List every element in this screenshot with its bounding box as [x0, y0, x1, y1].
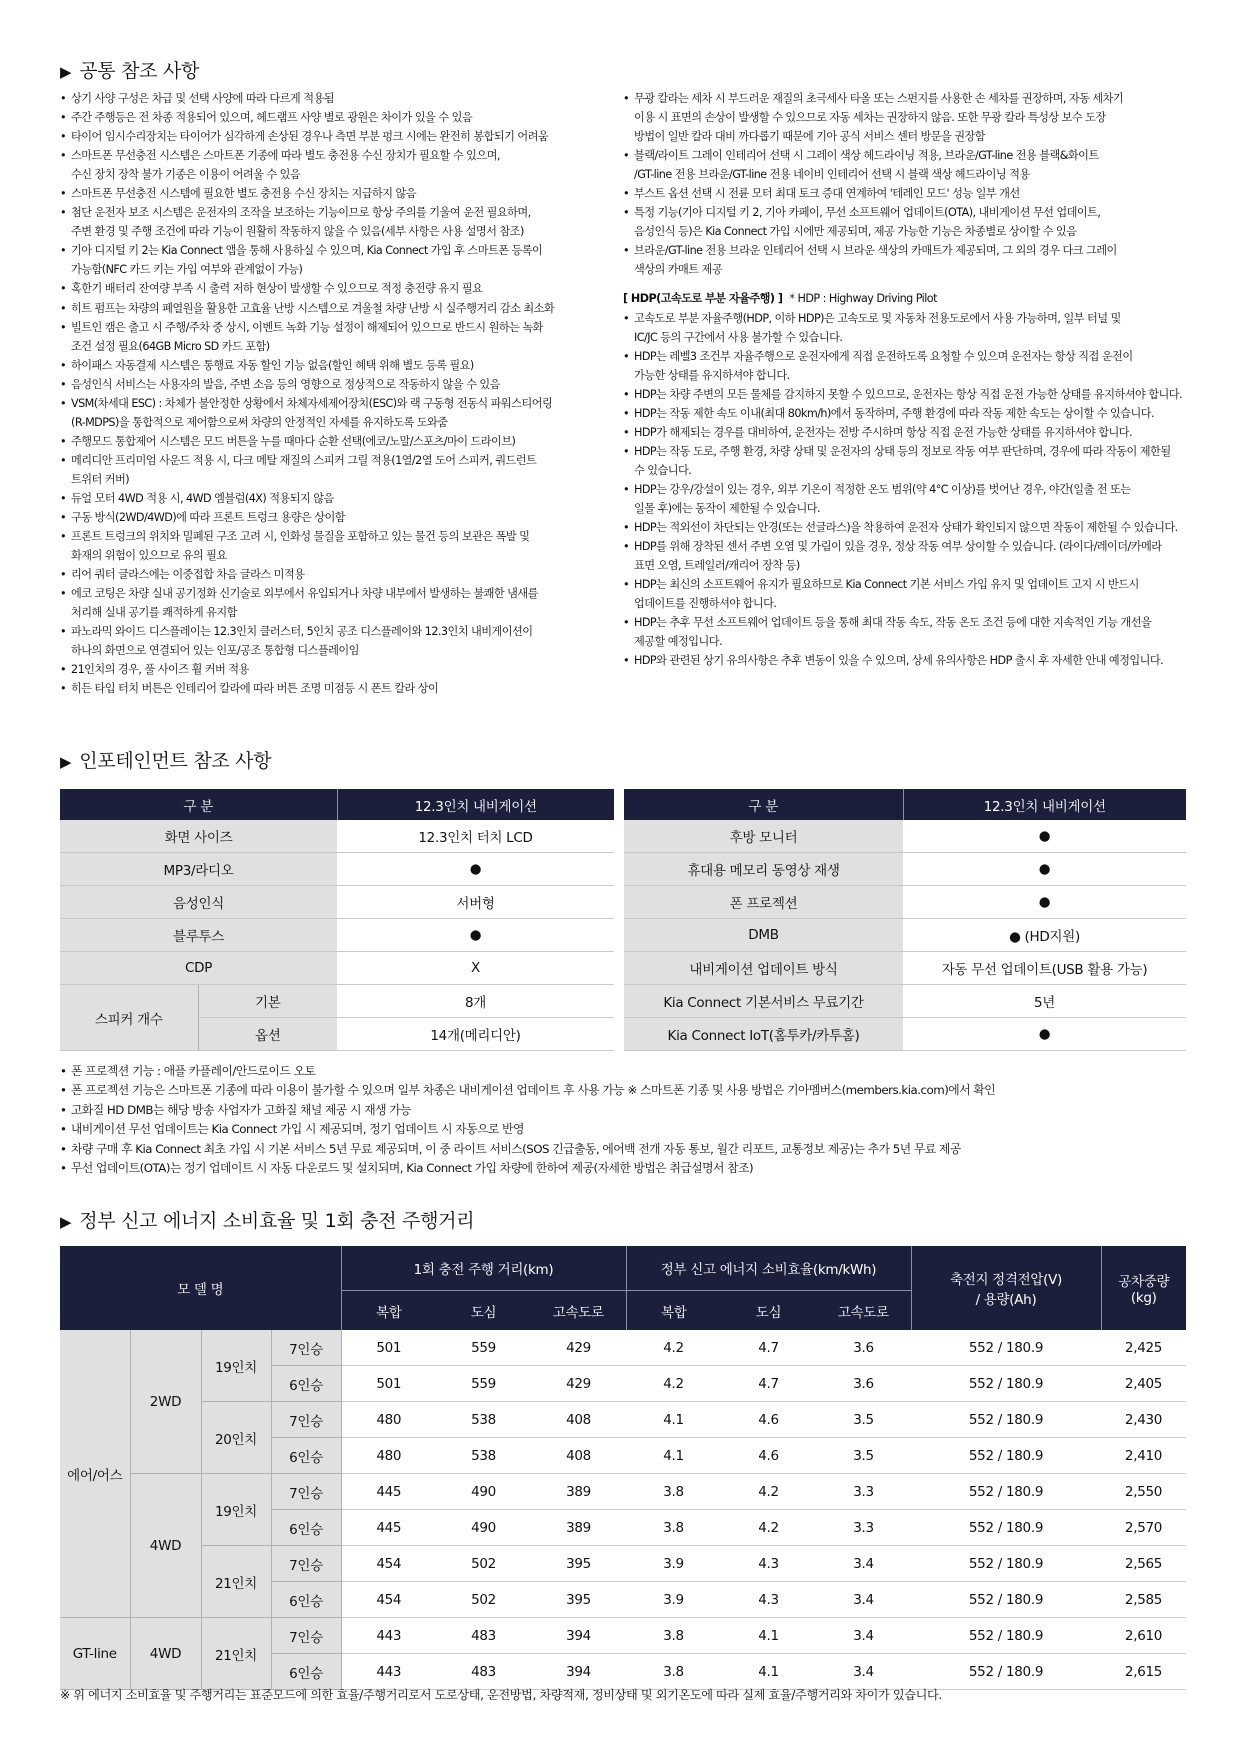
- cell-value: 483: [436, 1654, 531, 1690]
- cell-value: 559: [436, 1366, 531, 1402]
- cell-value: 2,410: [1101, 1438, 1186, 1474]
- table-row: [60, 1618, 1186, 1654]
- cell-value: 552 / 180.9: [911, 1330, 1101, 1366]
- bullet-item: • HDP는 작동 제한 속도 이내(최대 80km/h)에서 동작하며, 주행 환경에 따라 작동 제한 속도는 상이할 수 있습니다.: [623, 404, 1203, 423]
- bullet-item: • HDP는 추후 무선 소프트웨어 업데이트 등을 통해 최대 작동 속도, 작동 온도 조건 등에 대한 지속적인 기능 개선을: [623, 613, 1203, 632]
- bullet-continuation: 음성인식 등)은 Kia Connect 가입 시에만 제공되며, 제공 가능한 기능은 차종별로 상이할 수 있음: [634, 225, 1077, 239]
- bullet-continuation: 가능함(NFC 카드 키는 가입 여부와 관계없이 가능): [71, 263, 303, 277]
- header-model: 모 델 명: [60, 1246, 341, 1330]
- feature-label: DMB: [624, 919, 903, 952]
- wheel-size: 21인치: [201, 1618, 271, 1690]
- bullet-continuation: 색상의 카매트 제공: [634, 263, 723, 277]
- hdp-title: [ HDP(고속도로 부분 자율주행) ]: [623, 292, 783, 306]
- header-category-left: 구 분: [60, 789, 337, 820]
- efficiency-table: [60, 1246, 1186, 1690]
- wheel-size: 19인치: [201, 1330, 271, 1402]
- cell-value: 454: [341, 1582, 436, 1618]
- cell-value: 552 / 180.9: [911, 1474, 1101, 1510]
- infotainment-notes: [60, 1062, 995, 1178]
- seat-config: 6인승: [271, 1654, 341, 1690]
- subheader-highway: 고속도로: [531, 1291, 626, 1331]
- bullet-item: • 빌트인 캠은 출고 시 주행/주차 중 상시, 이벤트 녹화 기능 설정이 해제되어 있으므로 반드시 원하는 녹화: [60, 318, 615, 337]
- cell-value: 480: [341, 1438, 436, 1474]
- subheader-city: 도심: [436, 1291, 531, 1331]
- speaker-option-value: 14개(메리디안): [337, 1018, 614, 1051]
- header-category-right: 구 분: [624, 789, 903, 820]
- table-row: [60, 919, 1186, 952]
- feature-value: ●: [337, 919, 614, 952]
- cell-value: 4.6: [721, 1438, 816, 1474]
- cell-value: 445: [341, 1510, 436, 1546]
- feature-value: ●: [903, 1018, 1186, 1051]
- cell-value: 2,425: [1101, 1330, 1186, 1366]
- cell-value: 2,610: [1101, 1618, 1186, 1654]
- cell-value: 559: [436, 1330, 531, 1366]
- bullet-continuation: 화재의 위험이 있으므로 유의 필요: [71, 549, 227, 563]
- cell-value: 429: [531, 1330, 626, 1366]
- trim-name: GT-line: [60, 1618, 130, 1690]
- cell-value: 4.7: [721, 1366, 816, 1402]
- feature-value: ●: [903, 820, 1186, 853]
- cell-value: 445: [341, 1474, 436, 1510]
- seat-config: 7인승: [271, 1474, 341, 1510]
- bullet-item: • 하이패스 자동결제 시스템은 통행료 자동 할인 기능 없음(할인 혜택 위해 별도 등록 필요): [60, 356, 615, 375]
- bullet-continuation: 수 있습니다.: [634, 463, 692, 477]
- cell-value: 3.5: [816, 1438, 911, 1474]
- bullet-item: • 구동 방식(2WD/4WD)에 따라 프론트 트렁크 용량은 상이함: [60, 508, 615, 527]
- cell-value: 3.4: [816, 1618, 911, 1654]
- bullet-continuation: 업데이트를 진행하셔야 합니다.: [634, 597, 777, 611]
- cell-value: 2,565: [1101, 1546, 1186, 1582]
- feature-label: 화면 사이즈: [60, 820, 337, 853]
- bullet-continuation: 가능한 상태를 유지하셔야 합니다.: [634, 368, 790, 382]
- table-row: [60, 820, 1186, 853]
- cell-value: 2,430: [1101, 1402, 1186, 1438]
- bullet-continuation: 제공할 예정입니다.: [634, 635, 723, 649]
- bullet-item: • 리어 쿼터 글라스에는 이중접합 차음 글라스 미적용: [60, 565, 615, 584]
- subheader-combined: 복합: [341, 1291, 436, 1331]
- cell-value: 443: [341, 1654, 436, 1690]
- bullet-item: • VSM(차세대 ESC) : 차체가 불안정한 상황에서 차체자세제어장치(ESC)와 랙 구동형 전동식 파워스티어링: [60, 394, 615, 413]
- bullet-item: • 히든 타입 터치 버튼은 인테리어 칼라에 따라 버튼 조명 미점등 시 폰트 칼라 상이: [60, 679, 615, 698]
- header-range: 1회 충전 주행 거리(km): [341, 1246, 626, 1291]
- bullet-item: • HDP는 차량 주변의 모든 물체를 감지하지 못할 수 있으므로, 운전자는 항상 직접 운전 가능한 상태를 유지하셔야 합니다.: [623, 385, 1203, 404]
- cell-value: 502: [436, 1546, 531, 1582]
- feature-label: MP3/라디오: [60, 853, 337, 886]
- cell-value: 4.1: [721, 1618, 816, 1654]
- trim-name: 에어/어스: [60, 1330, 130, 1618]
- feature-label: CDP: [60, 952, 337, 985]
- feature-label: 음성인식: [60, 886, 337, 919]
- cell-value: 429: [531, 1366, 626, 1402]
- bullet-continuation: 트위터 커버): [71, 472, 130, 486]
- column-gap: [614, 952, 624, 985]
- note-item: • 내비게이션 무선 업데이트는 Kia Connect 가입 시 제공되며, 정기 업데이트 시 자동으로 반영: [60, 1120, 995, 1139]
- bullet-item: • 무광 칼라는 세차 시 부드러운 재질의 초극세사 타올 또는 스펀지를 사용한 손 세차를 권장하며, 자동 세차기: [623, 89, 1203, 108]
- wheel-size: 20인치: [201, 1402, 271, 1474]
- section-heading-efficiency: ▶ 정부 신고 에너지 소비효율 및 1회 충전 주행거리: [60, 1210, 475, 1232]
- table-row: [60, 886, 1186, 919]
- cell-value: 4.7: [721, 1330, 816, 1366]
- cell-value: 2,550: [1101, 1474, 1186, 1510]
- cell-value: 3.3: [816, 1474, 911, 1510]
- speaker-count-label: 스피커 개수: [60, 985, 198, 1051]
- bullet-item: • 타이어 임시수리장치는 타이어가 심각하게 손상된 경우나 측면 부분 펑크 시에는 완전히 봉합되기 어려움: [60, 127, 615, 146]
- table-row: [60, 1018, 1186, 1051]
- bullet-continuation: IC/JC 등의 구간에서 사용 불가할 수 있습니다.: [634, 330, 843, 344]
- common-notes-left: [60, 89, 615, 699]
- cell-value: 552 / 180.9: [911, 1510, 1101, 1546]
- bullet-item: • 메리디안 프리미엄 사운드 적용 시, 다크 메탈 재질의 스피커 그릴 적용(1열/2열 도어 스피커, 쿼드런트: [60, 451, 615, 470]
- cell-value: 552 / 180.9: [911, 1402, 1101, 1438]
- feature-value: ●: [903, 853, 1186, 886]
- cell-value: 4.1: [626, 1402, 721, 1438]
- bullet-item: • 상기 사양 구성은 차급 및 선택 사양에 따라 다르게 적용됨: [60, 89, 615, 108]
- cell-value: 454: [341, 1546, 436, 1582]
- bullet-continuation: 수신 장치 장착 불가 기종은 이용이 어려울 수 있음: [71, 168, 301, 182]
- header-nav-left: 12.3인치 내비게이션: [337, 789, 614, 820]
- table-row: [60, 1402, 1186, 1438]
- drive-type: 4WD: [130, 1618, 201, 1690]
- section-heading-infotainment: ▶ 인포테인먼트 참조 사항: [60, 750, 272, 772]
- bullet-item: • 스마트폰 무선충전 시스템은 스마트폰 기종에 따라 별도 충전용 수신 장치가 필요할 수 있으며,: [60, 146, 615, 165]
- cell-value: 443: [341, 1618, 436, 1654]
- bullet-continuation: /GT-line 전용 브라운/GT-line 전용 네이비 인테리어 선택 시 블랙 색상 헤드라이닝 적용: [634, 168, 1030, 182]
- cell-value: 4.6: [721, 1402, 816, 1438]
- note-item: • 무선 업데이트(OTA)는 정기 업데이트 시 자동 다운로드 및 설치되며, Kia Connect 가입 차량에 한하여 제공(자세한 방법은 취급설명서 참조): [60, 1159, 995, 1178]
- cell-value: 408: [531, 1438, 626, 1474]
- bullet-item: • 브라운/GT-line 전용 브라운 인테리어 선택 시 브라운 색상의 카매트가 제공되며, 그 외의 경우 다크 그레이: [623, 241, 1203, 260]
- wheel-size: 19인치: [201, 1474, 271, 1546]
- bullet-item: • 첨단 운전자 보조 시스템은 운전자의 조작을 보조하는 기능이므로 항상 주의를 기울여 운전 필요하며,: [60, 203, 615, 222]
- table-row: [60, 853, 1186, 886]
- cell-value: 483: [436, 1618, 531, 1654]
- speaker-option-value: 8개: [337, 985, 614, 1018]
- cell-value: 2,615: [1101, 1654, 1186, 1690]
- cell-value: 490: [436, 1474, 531, 1510]
- table-row: [60, 985, 1186, 1018]
- table-row: [60, 952, 1186, 985]
- cell-value: 552 / 180.9: [911, 1582, 1101, 1618]
- cell-value: 480: [341, 1402, 436, 1438]
- note-item: • 고화질 HD DMB는 해당 방송 사업자가 고화질 채널 제공 시 재생 가능: [60, 1101, 995, 1120]
- cell-value: 538: [436, 1438, 531, 1474]
- table-row: [60, 1474, 1186, 1510]
- cell-value: 389: [531, 1474, 626, 1510]
- header-nav-right: 12.3인치 내비게이션: [903, 789, 1186, 820]
- seat-config: 6인승: [271, 1366, 341, 1402]
- subheader-combined: 복합: [626, 1291, 721, 1331]
- column-gap: [614, 985, 624, 1018]
- drive-type: 2WD: [130, 1330, 201, 1474]
- feature-value: 12.3인치 터치 LCD: [337, 820, 614, 853]
- cell-value: 394: [531, 1654, 626, 1690]
- subheader-city: 도심: [721, 1291, 816, 1331]
- feature-label: Kia Connect IoT(홈투카/카투홈): [624, 1018, 903, 1051]
- note-item: • 폰 프로젝션 기능은 스마트폰 기종에 따라 이용이 불가할 수 있으며 일부 차종은 내비게이션 업데이트 후 사용 가능 ※ 스마트폰 기종 및 사용 방법은 기아멤버스(members.kia.com)에서 확인: [60, 1081, 995, 1100]
- cell-value: 3.4: [816, 1654, 911, 1690]
- feature-label: 블루투스: [60, 919, 337, 952]
- feature-value: X: [337, 952, 614, 985]
- cell-value: 408: [531, 1402, 626, 1438]
- cell-value: 389: [531, 1510, 626, 1546]
- feature-value: 5년: [903, 985, 1186, 1018]
- header-battery: 축전지 정격전압(V) / 용량(Ah): [911, 1246, 1101, 1330]
- bullet-item: • 블랙/라이트 그레이 인테리어 선택 시 그레이 색상 헤드라이닝 적용, 브라운/GT-line 전용 블랙&화이트: [623, 146, 1203, 165]
- table-header-row: [60, 789, 1186, 820]
- bullet-item: • 파노라믹 와이드 디스플레이는 12.3인치 클러스터, 5인치 공조 디스플레이와 12.3인치 내비게이션이: [60, 622, 615, 641]
- bullet-continuation: (R-MDPS)을 통합적으로 제어함으로써 차량의 안정적인 자세를 유지하도록 도와줌: [71, 415, 448, 429]
- drive-type: 4WD: [130, 1474, 201, 1618]
- bullet-continuation: 방법이 일반 칼라 대비 까다롭기 때문에 기아 공식 서비스 센터 방문을 권장함: [634, 130, 986, 144]
- triangle-icon: ▶: [60, 1213, 72, 1231]
- feature-label: 내비게이션 업데이트 방식: [624, 952, 903, 985]
- triangle-icon: ▶: [60, 753, 72, 771]
- bullet-item: • 주행모드 통합제어 시스템은 모드 버튼을 누를 때마다 순환 선택(에코/노말/스포츠/마이 드라이브): [60, 432, 615, 451]
- bullet-item: • 히트 펌프는 차량의 폐열원을 활용한 고효율 난방 시스템으로 겨울철 차량 난방 시 실주행거리 감소 최소화: [60, 299, 615, 318]
- cell-value: 4.2: [626, 1366, 721, 1402]
- cell-value: 2,570: [1101, 1510, 1186, 1546]
- feature-value: 자동 무선 업데이트(USB 활용 가능): [903, 952, 1186, 985]
- bullet-item: • 듀얼 모터 4WD 적용 시, 4WD 엠블럼(4X) 적용되지 않음: [60, 489, 615, 508]
- hdp-note: * HDP : Highway Driving Pilot: [789, 292, 937, 306]
- cell-value: 3.6: [816, 1330, 911, 1366]
- column-gap: [614, 853, 624, 886]
- cell-value: 3.8: [626, 1510, 721, 1546]
- table-row: [60, 1330, 1186, 1366]
- cell-value: 2,585: [1101, 1582, 1186, 1618]
- bullet-item: • 혹한기 배터리 잔여량 부족 시 출력 저하 현상이 발생할 수 있으므로 적정 충전량 유지 필요: [60, 279, 615, 298]
- cell-value: 4.3: [721, 1546, 816, 1582]
- seat-config: 7인승: [271, 1546, 341, 1582]
- cell-value: 501: [341, 1330, 436, 1366]
- note-item: • 차량 구매 후 Kia Connect 최초 가입 시 기본 서비스 5년 무료 제공되며, 이 중 라이트 서비스(SOS 긴급출동, 에어백 전개 자동 통보, 월간 리포트, 교통정보 제공)는 추가 5년 무료 제공: [60, 1140, 995, 1159]
- bullet-continuation: 일몰 후)에는 동작이 제한될 수 있습니다.: [634, 501, 820, 515]
- bullet-item: • 프론트 트렁크의 위치와 밀폐된 구조 고려 시, 인화성 물질을 포함하고 있는 물건 등의 보관은 폭발 및: [60, 527, 615, 546]
- feature-value: ●: [903, 886, 1186, 919]
- bullet-continuation: 처리해 실내 공기를 쾌적하게 유지함: [71, 606, 237, 620]
- cell-value: 552 / 180.9: [911, 1654, 1101, 1690]
- cell-value: 502: [436, 1582, 531, 1618]
- seat-config: 6인승: [271, 1438, 341, 1474]
- bullet-item: • 음성인식 서비스는 사용자의 발음, 주변 소음 등의 영향으로 정상적으로 작동하지 않을 수 있음: [60, 375, 615, 394]
- cell-value: 3.8: [626, 1474, 721, 1510]
- bullet-continuation: 하나의 화면으로 연결되어 있는 인포/공조 통합형 디스플레이임: [71, 644, 359, 658]
- feature-label: 휴대용 메모리 동영상 재생: [624, 853, 903, 886]
- column-gap: [614, 820, 624, 853]
- feature-label: 폰 프로젝션: [624, 886, 903, 919]
- column-gap: [614, 886, 624, 919]
- seat-config: 7인승: [271, 1618, 341, 1654]
- cell-value: 3.4: [816, 1546, 911, 1582]
- cell-value: 4.3: [721, 1582, 816, 1618]
- cell-value: 552 / 180.9: [911, 1546, 1101, 1582]
- speaker-option-label: 기본: [198, 985, 337, 1018]
- bullet-item: • HDP는 강우/강설이 있는 경우, 외부 기온이 적정한 온도 범위(약 4°C 이상)를 벗어난 경우, 야간(일출 전 또는: [623, 480, 1203, 499]
- bullet-item: • 부스트 옵션 선택 시 전륜 모터 최대 토크 증대 연계하여 '테레인 모드' 성능 일부 개선: [623, 184, 1203, 203]
- cell-value: 395: [531, 1582, 626, 1618]
- feature-label: 후방 모니터: [624, 820, 903, 853]
- cell-value: 552 / 180.9: [911, 1618, 1101, 1654]
- cell-value: 395: [531, 1546, 626, 1582]
- bullet-item: • 기아 디지털 키 2는 Kia Connect 앱을 통해 사용하실 수 있으며, Kia Connect 가입 후 스마트폰 등록이: [60, 241, 615, 260]
- cell-value: 4.2: [721, 1474, 816, 1510]
- table-row: [60, 1546, 1186, 1582]
- cell-value: 552 / 180.9: [911, 1438, 1101, 1474]
- cell-value: 3.8: [626, 1618, 721, 1654]
- feature-value: ●: [337, 853, 614, 886]
- bullet-item: • HDP가 해제되는 경우를 대비하여, 운전자는 전방 주시하며 항상 직접 운전 가능한 상태를 유지하셔야 합니다.: [623, 423, 1203, 442]
- hdp-title-line: [623, 289, 1203, 308]
- cell-value: 4.2: [626, 1330, 721, 1366]
- bullet-item: • 고속도로 부분 자율주행(HDP, 이하 HDP)은 고속도로 및 자동차 전용도로에서 사용 가능하며, 일부 터널 및: [623, 309, 1203, 328]
- cell-value: 2,405: [1101, 1366, 1186, 1402]
- cell-value: 490: [436, 1510, 531, 1546]
- cell-value: 394: [531, 1618, 626, 1654]
- seat-config: 7인승: [271, 1402, 341, 1438]
- subheader-highway: 고속도로: [816, 1291, 911, 1331]
- bullet-continuation: 조건 설정 필요(64GB Micro SD 카드 포함): [71, 339, 270, 353]
- cell-value: 552 / 180.9: [911, 1366, 1101, 1402]
- bullet-item: • 에코 코팅은 차량 실내 공기정화 신기술로 외부에서 유입되거나 차량 내부에서 발생하는 불쾌한 냄새를: [60, 584, 615, 603]
- cell-value: 538: [436, 1402, 531, 1438]
- bullet-item: • HDP는 레벨3 조건부 자율주행으로 운전자에게 직접 운전하도록 요청할 수 있으며 운전자는 항상 직접 운전이: [623, 347, 1203, 366]
- cell-value: 3.9: [626, 1582, 721, 1618]
- feature-value: 서버형: [337, 886, 614, 919]
- bullet-continuation: 주변 환경 및 주행 조건에 따라 기능이 원활히 작동하지 않을 수 있음(세부 사항은 사용 설명서 참조): [71, 225, 524, 239]
- column-gap: [614, 1018, 624, 1051]
- note-item: • 폰 프로젝션 기능 : 애플 카플레이/안드로이드 오토: [60, 1062, 995, 1081]
- speaker-option-label: 옵션: [198, 1018, 337, 1051]
- bullet-item: • HDP를 위해 장착된 센서 주변 오염 및 가림이 있을 경우, 정상 작동 여부 상이할 수 있습니다. (라이다/레이더/카메라: [623, 537, 1203, 556]
- cell-value: 3.4: [816, 1582, 911, 1618]
- bullet-item: • 스마트폰 무선충전 시스템에 필요한 별도 충전용 수신 장치는 지급하지 않음: [60, 184, 615, 203]
- wheel-size: 21인치: [201, 1546, 271, 1618]
- infotainment-table: [60, 789, 1186, 1051]
- feature-label: Kia Connect 기본서비스 무료기간: [624, 985, 903, 1018]
- bullet-item: • 특정 기능(기아 디지털 키 2, 기아 카페이, 무선 소프트웨어 업데이트(OTA), 내비게이션 무선 업데이트,: [623, 203, 1203, 222]
- cell-value: 501: [341, 1366, 436, 1402]
- bullet-item: • HDP는 작동 도로, 주행 환경, 차량 상태 및 운전자의 상태 등의 정보로 작동 여부 판단하며, 경우에 따라 작동이 제한될: [623, 442, 1203, 461]
- cell-value: 3.9: [626, 1546, 721, 1582]
- seat-config: 7인승: [271, 1330, 341, 1366]
- bullet-continuation: 이용 시 표면의 손상이 발생할 수 있으므로 자동 세차는 권장하지 않음. 또한 무광 칼라 특성상 보수 도장: [634, 111, 1106, 125]
- triangle-icon: ▶: [60, 63, 72, 81]
- cell-value: 3.8: [626, 1654, 721, 1690]
- header-weight: 공차중량 (kg): [1101, 1246, 1186, 1330]
- cell-value: 4.2: [721, 1510, 816, 1546]
- bullet-item: • HDP는 최신의 소프트웨어 유지가 필요하므로 Kia Connect 기본 서비스 가입 유지 및 업데이트 고지 시 반드시: [623, 575, 1203, 594]
- footnote: ※ 위 에너지 소비효율 및 주행거리는 표준모드에 의한 효율/주행거리로서 도로상태, 운전방법, 차량적재, 정비상태 및 외기온도에 따라 실제 효율/주행거리와 차이가 있습니다.: [60, 1688, 942, 1702]
- cell-value: 4.1: [626, 1438, 721, 1474]
- column-gap: [614, 919, 624, 952]
- bullet-item: • HDP와 관련된 상기 유의사항은 추후 변동이 있을 수 있으며, 상세 유의사항은 HDP 출시 후 자세한 안내 예정입니다.: [623, 651, 1203, 670]
- cell-value: 3.5: [816, 1402, 911, 1438]
- bullet-item: • 21인치의 경우, 풀 사이즈 휠 커버 적용: [60, 660, 615, 679]
- cell-value: 4.1: [721, 1654, 816, 1690]
- bullet-continuation: 표면 오염, 트레일러/캐리어 장착 등): [634, 559, 800, 573]
- bullet-item: • 주간 주행등은 전 차종 적용되어 있으며, 헤드램프 사양 별로 광원은 차이가 있을 수 있음: [60, 108, 615, 127]
- section-heading-common: ▶ 공통 참조 사항: [60, 60, 200, 82]
- cell-value: 3.3: [816, 1510, 911, 1546]
- header-efficiency: 정부 신고 에너지 소비효율(km/kWh): [626, 1246, 911, 1291]
- seat-config: 6인승: [271, 1582, 341, 1618]
- common-notes-right: [623, 89, 1203, 670]
- bullet-item: • HDP는 적외선이 차단되는 안경(또는 선글라스)을 착용하여 운전자 상태가 확인되지 않으면 작동이 제한될 수 있습니다.: [623, 518, 1203, 537]
- seat-config: 6인승: [271, 1510, 341, 1546]
- cell-value: 3.6: [816, 1366, 911, 1402]
- feature-value: ● (HD지원): [903, 919, 1186, 952]
